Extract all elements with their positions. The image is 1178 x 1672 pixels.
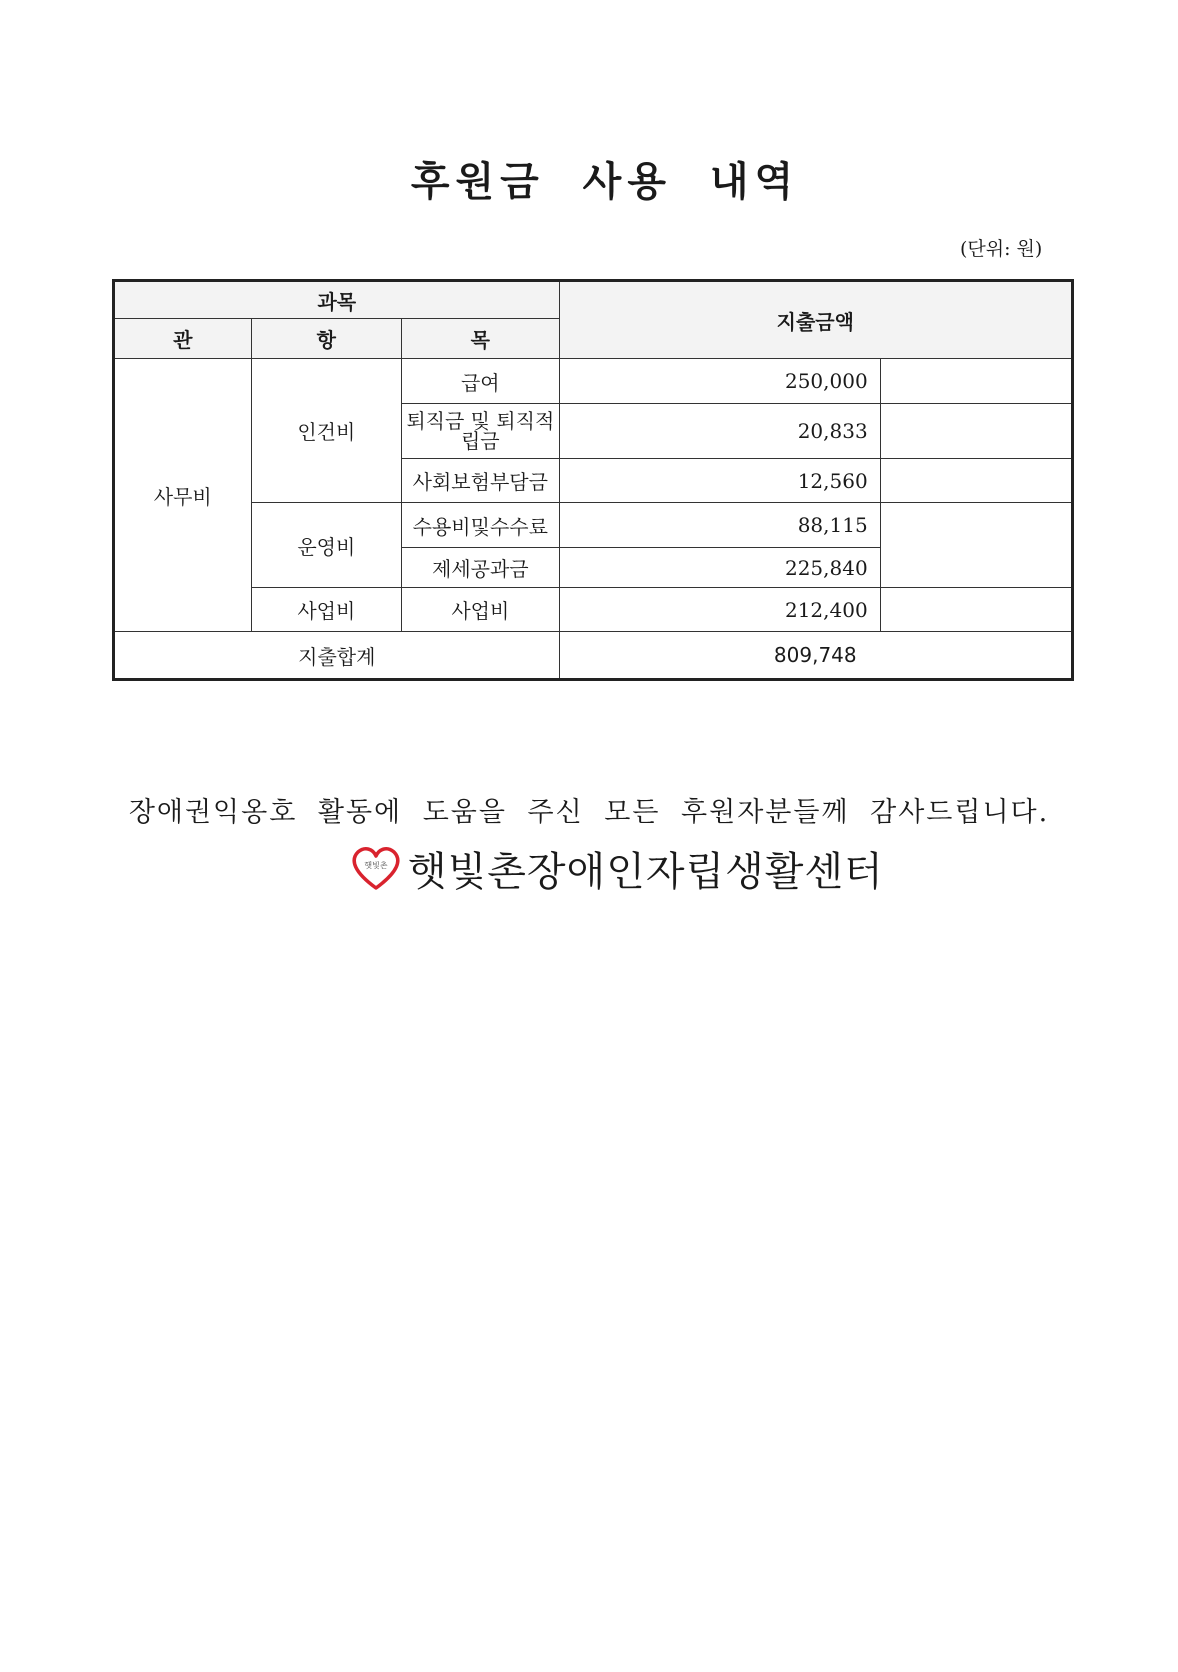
amount-cell: 20,833: [559, 404, 880, 459]
total-row: [114, 632, 1073, 680]
org-name: 햇빛촌장애인자립생활센터: [408, 848, 884, 895]
header-subject: 과목: [114, 281, 560, 319]
logo-text: 햇빛촌: [364, 861, 388, 870]
amount-cell: 88,115: [559, 503, 880, 548]
hang-cell: 운영비: [251, 503, 402, 588]
org-signature: [348, 838, 884, 898]
mok-cell: 수용비및수수료: [402, 503, 559, 548]
gwan-cell: 사무비: [114, 359, 252, 632]
blank-cell: [880, 359, 1072, 404]
amount-cell: 225,840: [559, 548, 880, 588]
mok-cell: 퇴직금 및 퇴직적립금: [402, 404, 559, 459]
header-mok: 목: [402, 319, 559, 359]
table-row: [114, 588, 1073, 632]
mok-cell: 급여: [402, 359, 559, 404]
unit-label: (단위: 원): [960, 238, 1043, 260]
blank-cell: [880, 588, 1072, 632]
expense-table: [112, 279, 1074, 681]
blank-cell: [880, 404, 1072, 459]
hang-cell: 사업비: [251, 588, 402, 632]
blank-cell: [880, 459, 1072, 503]
table-row: [114, 503, 1073, 548]
document-title: 후원금 사용 내역: [410, 159, 800, 205]
header-amount: 지출금액: [559, 281, 1072, 359]
hang-cell: 인건비: [251, 359, 402, 503]
blank-cell: [880, 503, 1072, 588]
total-amount: 809,748: [559, 632, 1072, 680]
header-hang: 항: [251, 319, 402, 359]
thanks-message: 장애권익옹호 활동에 도움을 주신 모든 후원자분들께 감사드립니다.: [128, 797, 1050, 828]
mok-cell: 제세공과금: [402, 548, 559, 588]
table-row: [114, 359, 1073, 404]
amount-cell: 250,000: [559, 359, 880, 404]
total-label: 지출합계: [114, 632, 560, 680]
mok-cell: 사업비: [402, 588, 559, 632]
amount-cell: 212,400: [559, 588, 880, 632]
mok-cell: 사회보험부담금: [402, 459, 559, 503]
heart-logo-icon: [348, 844, 404, 892]
amount-cell: 12,560: [559, 459, 880, 503]
header-gwan: 관: [114, 319, 252, 359]
